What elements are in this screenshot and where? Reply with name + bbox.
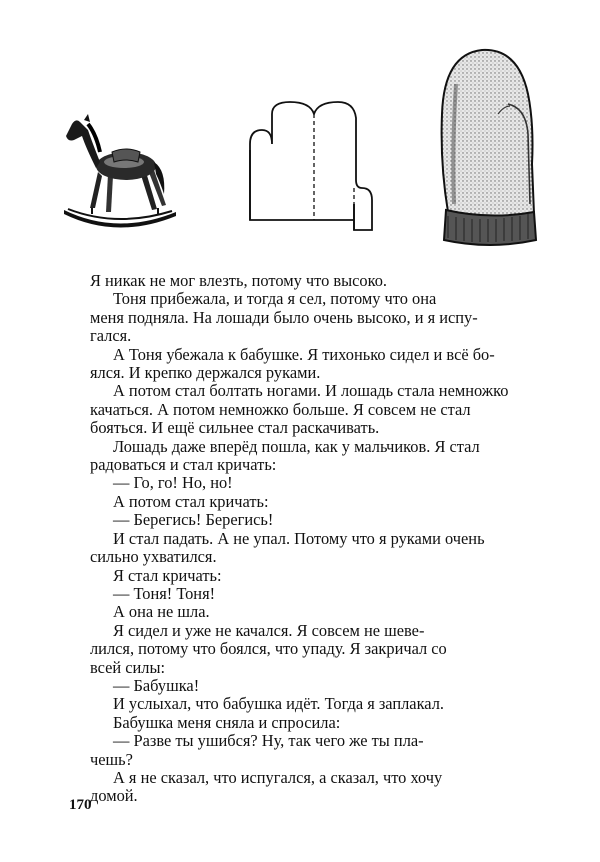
text-line: Бабушка меня сняла и спросила: — [113, 712, 341, 732]
paragraph — [90, 493, 534, 511]
text-line: — Го, го! Но, но! — [113, 473, 233, 493]
text-line: меня подняла. На лошади было очень высоко, и я испу- — [90, 307, 478, 327]
paragraph — [90, 769, 534, 806]
paragraph — [90, 474, 534, 492]
text-line: — Разве ты ушибся? Ну, так чего же ты пла- — [113, 731, 424, 751]
text-line: — Берегись! Берегись! — [113, 510, 274, 530]
text-line: А я не сказал, что испугался, а сказал, что хочу — [113, 767, 443, 787]
paragraph — [90, 346, 534, 383]
text-line: Лошадь даже вперёд пошла, как у мальчиков. Я стал — [113, 436, 480, 456]
text-line: И стал падать. А не упал. Потому что я руками очень — [113, 528, 485, 548]
paragraph — [90, 567, 534, 585]
paragraph — [90, 382, 534, 437]
story-text — [90, 272, 534, 806]
text-line: А потом стал кричать: — [113, 491, 269, 511]
text-line: качаться. А потом немножко больше. Я совсем не стал — [90, 399, 471, 419]
text-line: — Тоня! Тоня! — [113, 583, 216, 603]
text-line: Тоня прибежала, и тогда я сел, потому что она — [113, 289, 437, 309]
paragraph — [90, 585, 534, 603]
knitted-mitten-illustration — [438, 44, 538, 246]
text-line: ялся. И крепко держался руками. — [90, 363, 321, 383]
paragraph — [90, 622, 534, 677]
text-line: Я сидел и уже не качался. Я совсем не шеве- — [113, 620, 425, 640]
text-line: домой. — [90, 786, 138, 806]
text-line: лился, потому что боялся, что упаду. Я закричал со — [90, 639, 447, 659]
text-line: Я стал кричать: — [113, 565, 222, 585]
page-number: 170 — [69, 797, 92, 813]
paragraph — [90, 677, 534, 695]
paragraph — [90, 511, 534, 529]
text-line: Я никак не мог влезть, потому что высоко. — [90, 271, 388, 290]
text-line: А Тоня убежала к бабушке. Я тихонько сидел и всё бо- — [113, 344, 495, 364]
text-line: И услыхал, что бабушка идёт. Тогда я заплакал. — [113, 694, 444, 714]
paragraph — [90, 732, 534, 769]
text-line: чешь? — [90, 749, 133, 769]
text-line: А потом стал болтать ногами. И лошадь стала немножко — [113, 381, 509, 401]
text-line: радоваться и стал кричать: — [90, 455, 277, 475]
paragraph — [90, 695, 534, 713]
text-line: сильно ухватился. — [90, 547, 217, 567]
paragraph — [90, 603, 534, 621]
mitten-pattern-illustration — [244, 100, 378, 234]
paragraph — [90, 438, 534, 475]
paragraph — [90, 714, 534, 732]
text-line: гался. — [90, 326, 132, 346]
text-line: — Бабушка! — [113, 675, 200, 695]
rocking-horse-illustration — [62, 112, 180, 236]
text-line: бояться. И ещё сильнее стал раскачивать. — [90, 418, 380, 438]
paragraph — [90, 290, 534, 345]
text-line: всей силы: — [90, 657, 166, 677]
paragraph — [90, 530, 534, 567]
paragraph — [90, 272, 534, 290]
text-line: А она не шла. — [113, 602, 210, 622]
